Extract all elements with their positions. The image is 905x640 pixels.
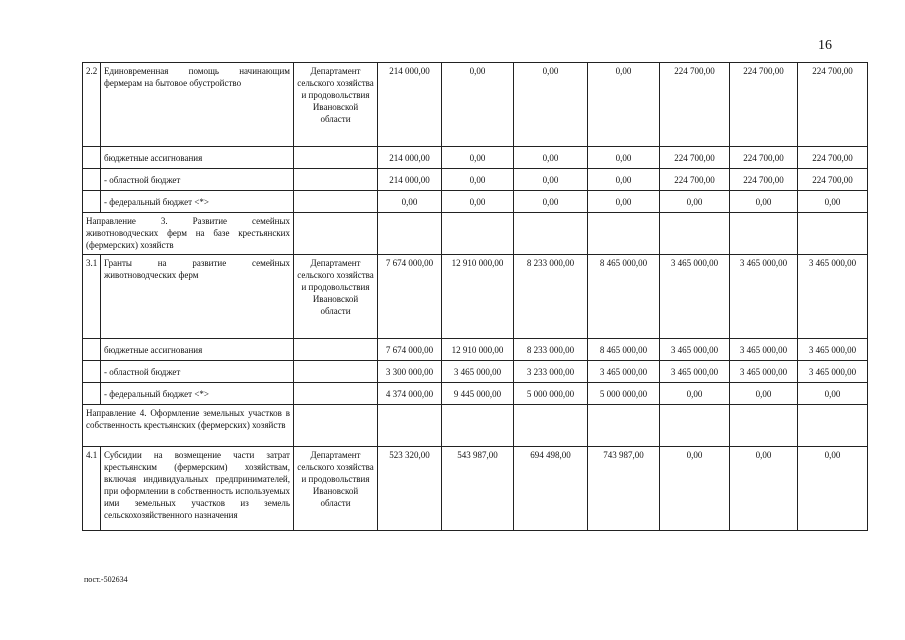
empty-cell	[514, 213, 588, 255]
row-index	[83, 383, 101, 405]
amount-cell: 3 465 000,00	[798, 255, 868, 339]
budget-row	[83, 383, 868, 405]
responsible-organization	[294, 169, 378, 191]
amount-cell: 0,00	[442, 191, 514, 213]
empty-cell	[660, 405, 730, 447]
empty-cell	[514, 405, 588, 447]
empty-cell	[798, 213, 868, 255]
row-name: Единовременная помощь начинающим фермерам на бытовое обустройство	[101, 63, 294, 147]
amount-cell: 8 233 000,00	[514, 255, 588, 339]
empty-cell	[294, 405, 378, 447]
empty-cell	[588, 405, 660, 447]
amount-cell: 3 465 000,00	[730, 339, 798, 361]
amount-cell: 12 910 000,00	[442, 255, 514, 339]
empty-cell	[730, 213, 798, 255]
budget-row	[83, 339, 868, 361]
amount-cell: 224 700,00	[660, 147, 730, 169]
amount-cell: 8 465 000,00	[588, 255, 660, 339]
row-index	[83, 147, 101, 169]
responsible-organization: Департамент сельского хозяйства и продовольствия Ивановской области	[294, 255, 378, 339]
row-name: бюджетные ассигнования	[101, 339, 294, 361]
empty-cell	[294, 213, 378, 255]
row-index: 3.1	[83, 255, 101, 339]
direction-title: Направление 4. Оформление земельных участков в собственность крестьянских (фермерских) хозяйств	[83, 405, 294, 447]
amount-cell: 0,00	[442, 147, 514, 169]
direction-row	[83, 405, 868, 447]
amount-cell: 224 700,00	[798, 169, 868, 191]
amount-cell: 0,00	[798, 447, 868, 531]
amount-cell: 0,00	[730, 447, 798, 531]
page-number: 16	[818, 38, 832, 53]
responsible-organization	[294, 339, 378, 361]
amount-cell: 0,00	[588, 147, 660, 169]
amount-cell: 523 320,00	[378, 447, 442, 531]
empty-cell	[730, 405, 798, 447]
row-index	[83, 191, 101, 213]
responsible-organization	[294, 361, 378, 383]
responsible-organization: Департамент сельского хозяйства и продовольствия Ивановской области	[294, 447, 378, 531]
amount-cell: 3 465 000,00	[798, 361, 868, 383]
row-name: - федеральный бюджет <*>	[101, 191, 294, 213]
direction-title: Направление 3. Развитие семейных животноводческих ферм на базе крестьянских (фермерских) хозяйств	[83, 213, 294, 255]
row-index: 2.2	[83, 63, 101, 147]
amount-cell: 3 300 000,00	[378, 361, 442, 383]
amount-cell: 0,00	[730, 383, 798, 405]
amount-cell: 0,00	[378, 191, 442, 213]
item-row	[83, 255, 868, 339]
amount-cell: 0,00	[798, 383, 868, 405]
amount-cell: 7 674 000,00	[378, 339, 442, 361]
amount-cell: 3 233 000,00	[514, 361, 588, 383]
amount-cell: 0,00	[514, 169, 588, 191]
amount-cell: 0,00	[514, 147, 588, 169]
amount-cell: 224 700,00	[660, 169, 730, 191]
amount-cell: 5 000 000,00	[588, 383, 660, 405]
row-name: - областной бюджет	[101, 361, 294, 383]
amount-cell: 224 700,00	[730, 169, 798, 191]
amount-cell: 214 000,00	[378, 63, 442, 147]
amount-cell: 0,00	[660, 447, 730, 531]
amount-cell: 5 000 000,00	[514, 383, 588, 405]
row-index	[83, 361, 101, 383]
amount-cell: 743 987,00	[588, 447, 660, 531]
item-row	[83, 447, 868, 531]
empty-cell	[442, 405, 514, 447]
budget-row	[83, 147, 868, 169]
amount-cell: 3 465 000,00	[730, 255, 798, 339]
amount-cell: 224 700,00	[798, 63, 868, 147]
amount-cell: 0,00	[442, 63, 514, 147]
amount-cell: 224 700,00	[660, 63, 730, 147]
row-name: Гранты на развитие семейных животноводческих ферм	[101, 255, 294, 339]
amount-cell: 214 000,00	[378, 147, 442, 169]
row-name: - федеральный бюджет <*>	[101, 383, 294, 405]
amount-cell: 3 465 000,00	[660, 339, 730, 361]
amount-cell: 0,00	[660, 383, 730, 405]
amount-cell: 543 987,00	[442, 447, 514, 531]
amount-cell: 3 465 000,00	[798, 339, 868, 361]
empty-cell	[588, 213, 660, 255]
amount-cell: 0,00	[514, 63, 588, 147]
amount-cell: 214 000,00	[378, 169, 442, 191]
amount-cell: 8 465 000,00	[588, 339, 660, 361]
amount-cell: 3 465 000,00	[442, 361, 514, 383]
amount-cell: 224 700,00	[730, 63, 798, 147]
empty-cell	[378, 405, 442, 447]
amount-cell: 0,00	[798, 191, 868, 213]
amount-cell: 0,00	[514, 191, 588, 213]
amount-cell: 3 465 000,00	[588, 361, 660, 383]
amount-cell: 0,00	[442, 169, 514, 191]
budget-table	[82, 62, 868, 531]
row-index	[83, 169, 101, 191]
amount-cell: 224 700,00	[730, 147, 798, 169]
responsible-organization	[294, 191, 378, 213]
document-code: пост.-502634	[84, 575, 128, 584]
empty-cell	[442, 213, 514, 255]
row-name: бюджетные ассигнования	[101, 147, 294, 169]
empty-cell	[660, 213, 730, 255]
amount-cell: 694 498,00	[514, 447, 588, 531]
responsible-organization	[294, 383, 378, 405]
amount-cell: 7 674 000,00	[378, 255, 442, 339]
amount-cell: 0,00	[588, 63, 660, 147]
amount-cell: 3 465 000,00	[660, 255, 730, 339]
amount-cell: 0,00	[588, 169, 660, 191]
empty-cell	[798, 405, 868, 447]
item-row	[83, 63, 868, 147]
row-index	[83, 339, 101, 361]
budget-row	[83, 361, 868, 383]
empty-cell	[378, 213, 442, 255]
row-index: 4.1	[83, 447, 101, 531]
direction-row	[83, 213, 868, 255]
amount-cell: 0,00	[730, 191, 798, 213]
budget-row	[83, 191, 868, 213]
amount-cell: 3 465 000,00	[660, 361, 730, 383]
responsible-organization: Департамент сельского хозяйства и продовольствия Ивановской области	[294, 63, 378, 147]
row-name: Субсидии на возмещение части затрат крестьянским (фермерским) хозяйствам, включая индивидуальных предпринимателей, при оформлении в собственность используемых ими земельных участков из земель сельскохозяйственного назначения	[101, 447, 294, 531]
amount-cell: 9 445 000,00	[442, 383, 514, 405]
amount-cell: 224 700,00	[798, 147, 868, 169]
amount-cell: 8 233 000,00	[514, 339, 588, 361]
amount-cell: 4 374 000,00	[378, 383, 442, 405]
responsible-organization	[294, 147, 378, 169]
amount-cell: 0,00	[588, 191, 660, 213]
amount-cell: 0,00	[660, 191, 730, 213]
row-name: - областной бюджет	[101, 169, 294, 191]
amount-cell: 12 910 000,00	[442, 339, 514, 361]
budget-row	[83, 169, 868, 191]
amount-cell: 3 465 000,00	[730, 361, 798, 383]
